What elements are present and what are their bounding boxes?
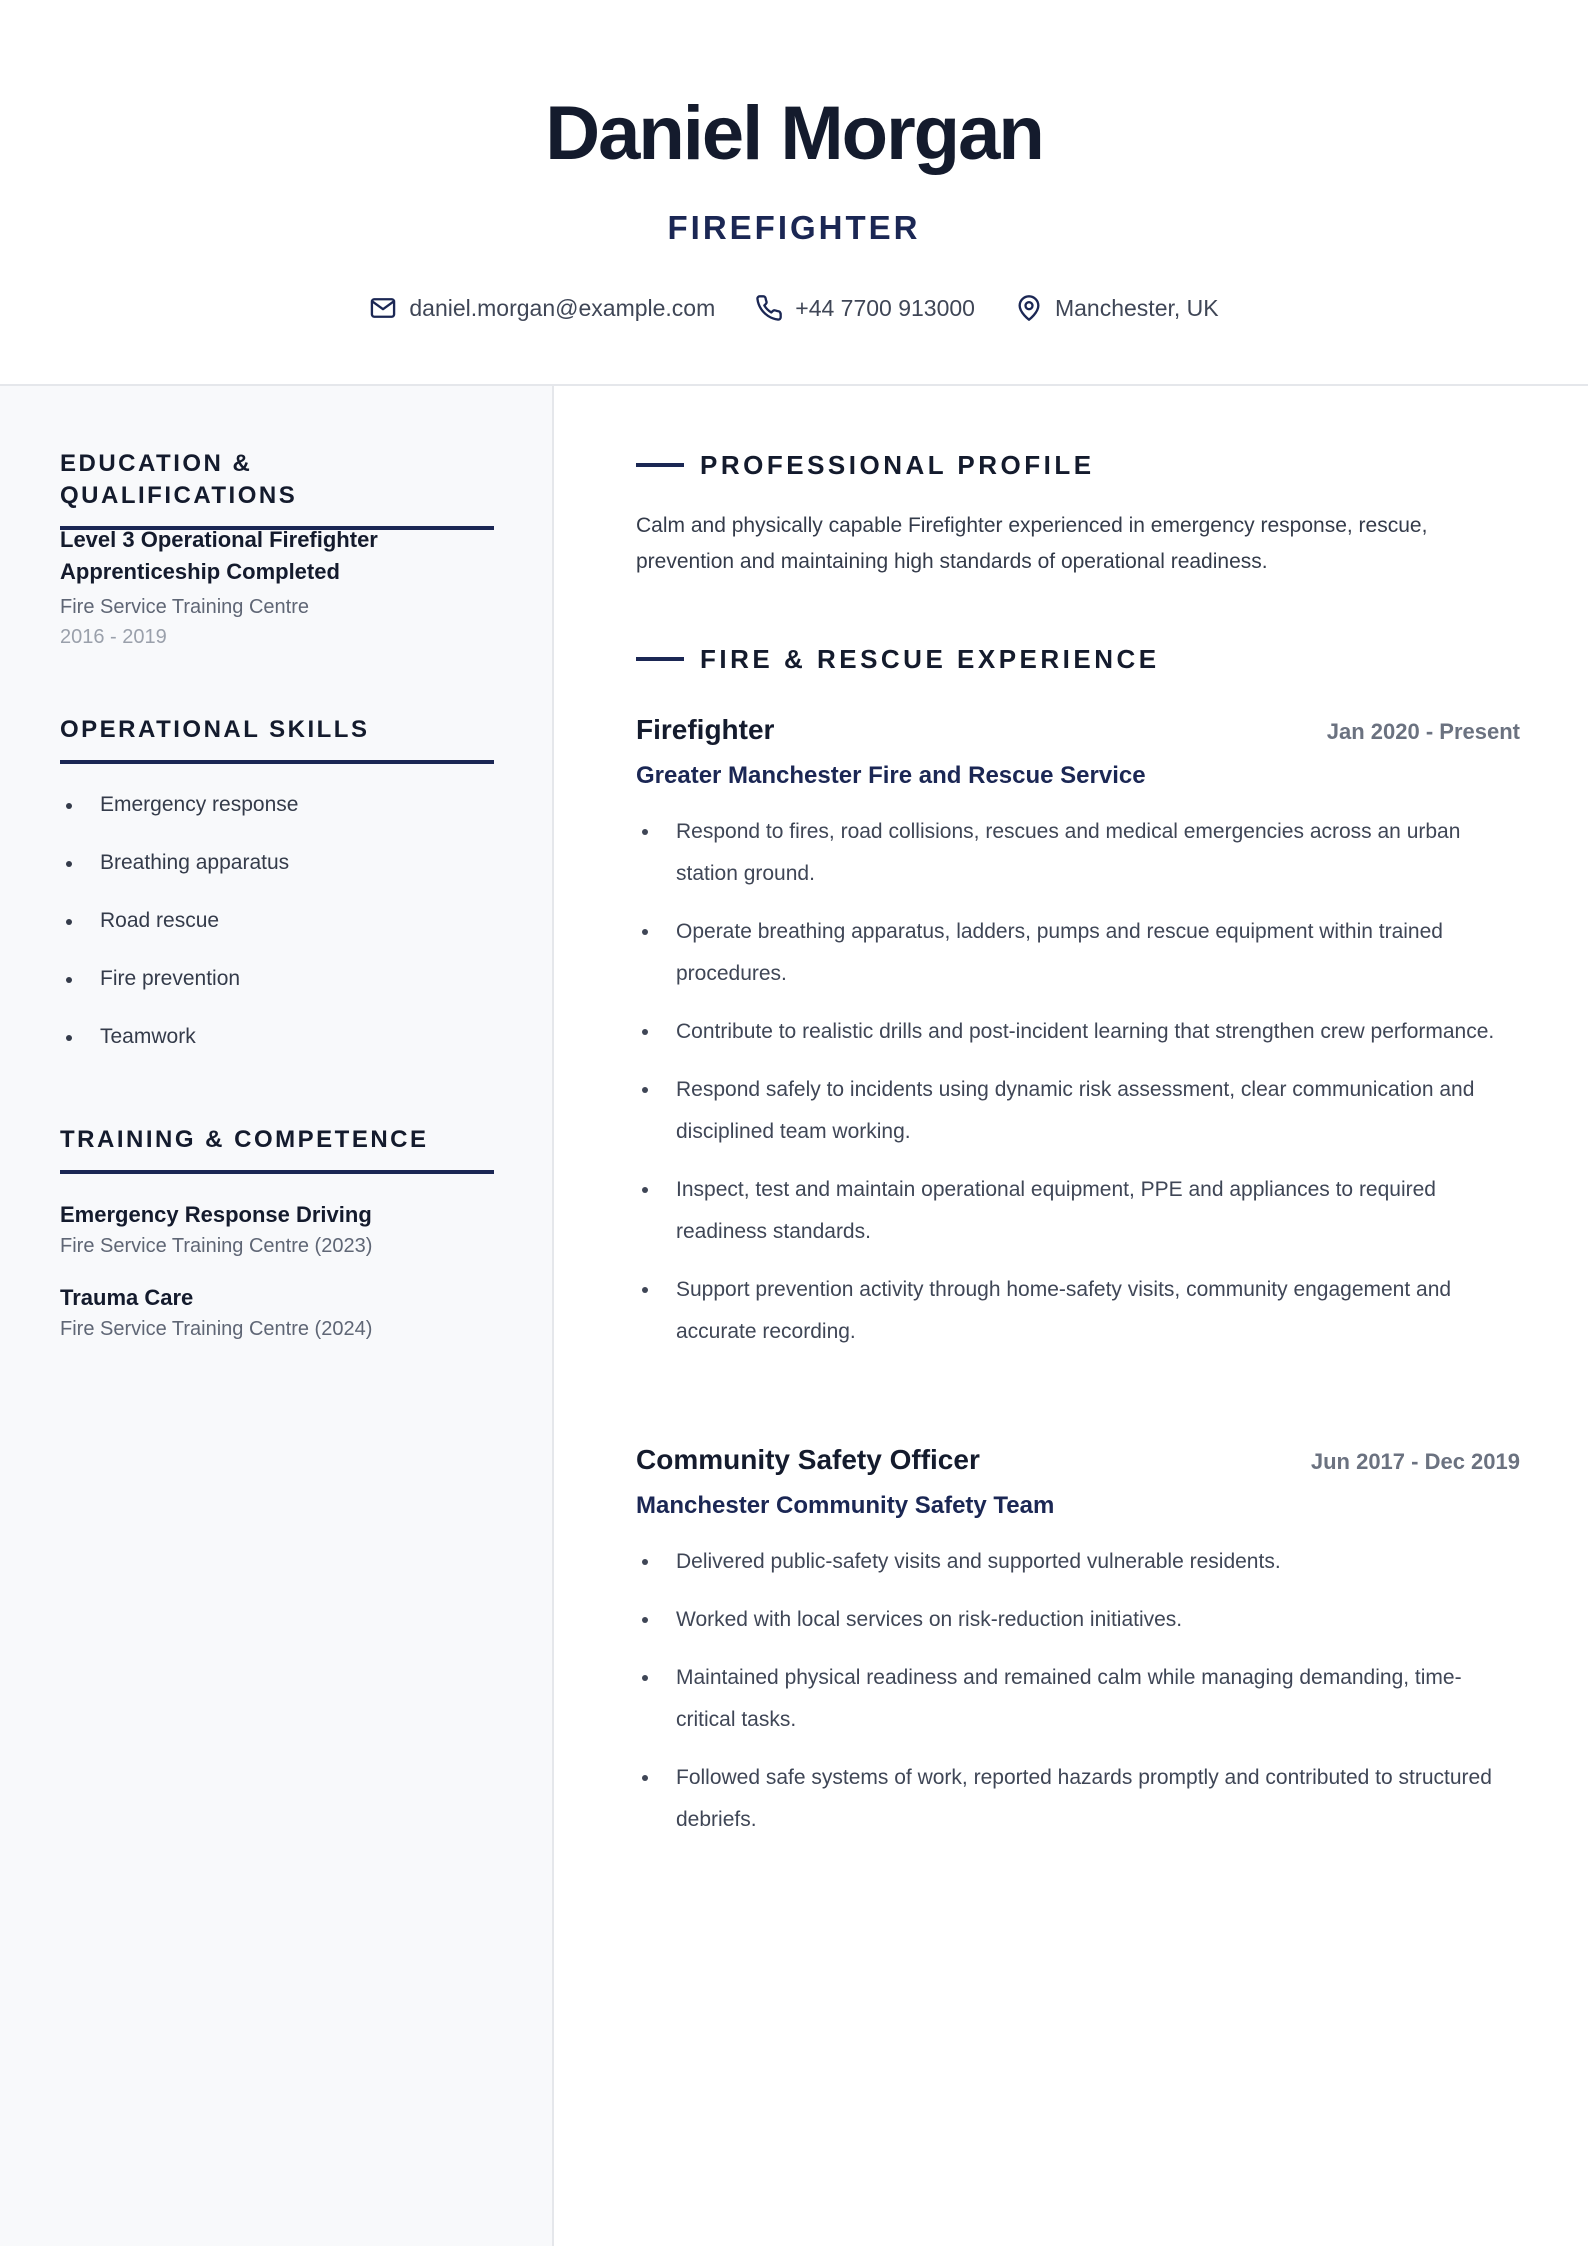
training-title: Trauma Care (60, 1285, 194, 1310)
list-item: Maintained physical readiness and remained calm while managing demanding, time-critical tasks. (636, 1657, 1520, 1741)
list-item: Respond to fires, road collisions, rescues and medical emergencies across an urban station ground. (636, 811, 1520, 895)
contact-phone[interactable] (755, 288, 975, 328)
list-item: Fire prevention (60, 964, 298, 1022)
list-item: Worked with local services on risk-reduction initiatives. (636, 1599, 1520, 1641)
list-item: Road rescue (60, 906, 298, 964)
job-bullets (636, 1541, 1520, 1857)
list-item: Support prevention activity through home-safety visits, community engagement and accurate recording. (636, 1269, 1520, 1353)
skills-list (60, 790, 298, 1080)
education-heading: EDUCATION & QUALIFICATIONS (60, 448, 494, 530)
heading-accent-bar (636, 657, 684, 661)
education-title: Level 3 Operational Firefighter Apprenticeship Completed (60, 527, 378, 584)
sidebar (0, 386, 554, 2246)
training-detail: Fire Service Training Centre (2023) (60, 1235, 373, 1257)
list-item: Inspect, test and maintain operational equipment, PPE and appliances to required readiness standards. (636, 1169, 1520, 1253)
job-title: Firefighter (636, 714, 775, 745)
contact-location-text: Manchester, UK (1054, 295, 1219, 321)
profile-heading (636, 448, 1095, 482)
skills-heading: OPERATIONAL SKILLS (60, 714, 494, 764)
training-title: Emergency Response Driving (60, 1202, 372, 1227)
list-item: Operate breathing apparatus, ladders, pumps and rescue equipment within trained procedures. (636, 911, 1520, 995)
profile-text: Calm and physically capable Firefighter experienced in emergency response, rescue, prevention and maintaining high standards of operational readiness. (636, 514, 1428, 573)
profile-heading-text: PROFESSIONAL PROFILE (700, 450, 1095, 480)
job-title: Community Safety Officer (636, 1444, 980, 1475)
contact-row (0, 288, 1588, 328)
list-item: Contribute to realistic drills and post-incident learning that strengthen crew performance. (636, 1011, 1520, 1053)
list-item: Delivered public-safety visits and supported vulnerable residents. (636, 1541, 1520, 1583)
candidate-role: FIREFIGHTER (667, 209, 921, 246)
contact-email-text: daniel.morgan@example.com (409, 295, 716, 321)
mail-icon (369, 294, 397, 322)
training-heading: TRAINING & COMPETENCE (60, 1124, 494, 1174)
location-pin-icon (1015, 294, 1043, 322)
job-bullets (636, 811, 1520, 1369)
job-organization: Manchester Community Safety Team (636, 1492, 1055, 1519)
list-item: Teamwork (60, 1022, 298, 1080)
heading-accent-bar (636, 463, 684, 467)
list-item: Followed safe systems of work, reported hazards promptly and contributed to structured debriefs. (636, 1757, 1520, 1841)
training-detail: Fire Service Training Centre (2024) (60, 1318, 373, 1340)
experience-heading (636, 642, 1160, 676)
contact-location (1015, 288, 1219, 328)
experience-heading-text: FIRE & RESCUE EXPERIENCE (700, 644, 1160, 674)
phone-icon (755, 294, 783, 322)
list-item: Emergency response (60, 790, 298, 848)
candidate-name: Daniel Morgan (545, 91, 1043, 176)
job-organization: Greater Manchester Fire and Rescue Service (636, 762, 1146, 789)
contact-email[interactable] (369, 288, 715, 328)
list-item: Breathing apparatus (60, 848, 298, 906)
job-dates: Jan 2020 - Present (1326, 719, 1520, 744)
education-institution: Fire Service Training Centre (60, 596, 309, 618)
resume-header (0, 0, 1588, 386)
list-item: Respond safely to incidents using dynamic risk assessment, clear communication and disciplined team working. (636, 1069, 1520, 1153)
contact-phone-text: +44 7700 913000 (795, 295, 975, 321)
job-dates: Jun 2017 - Dec 2019 (1310, 1449, 1520, 1474)
education-years: 2016 - 2019 (60, 626, 167, 648)
main-content (556, 386, 1588, 2246)
